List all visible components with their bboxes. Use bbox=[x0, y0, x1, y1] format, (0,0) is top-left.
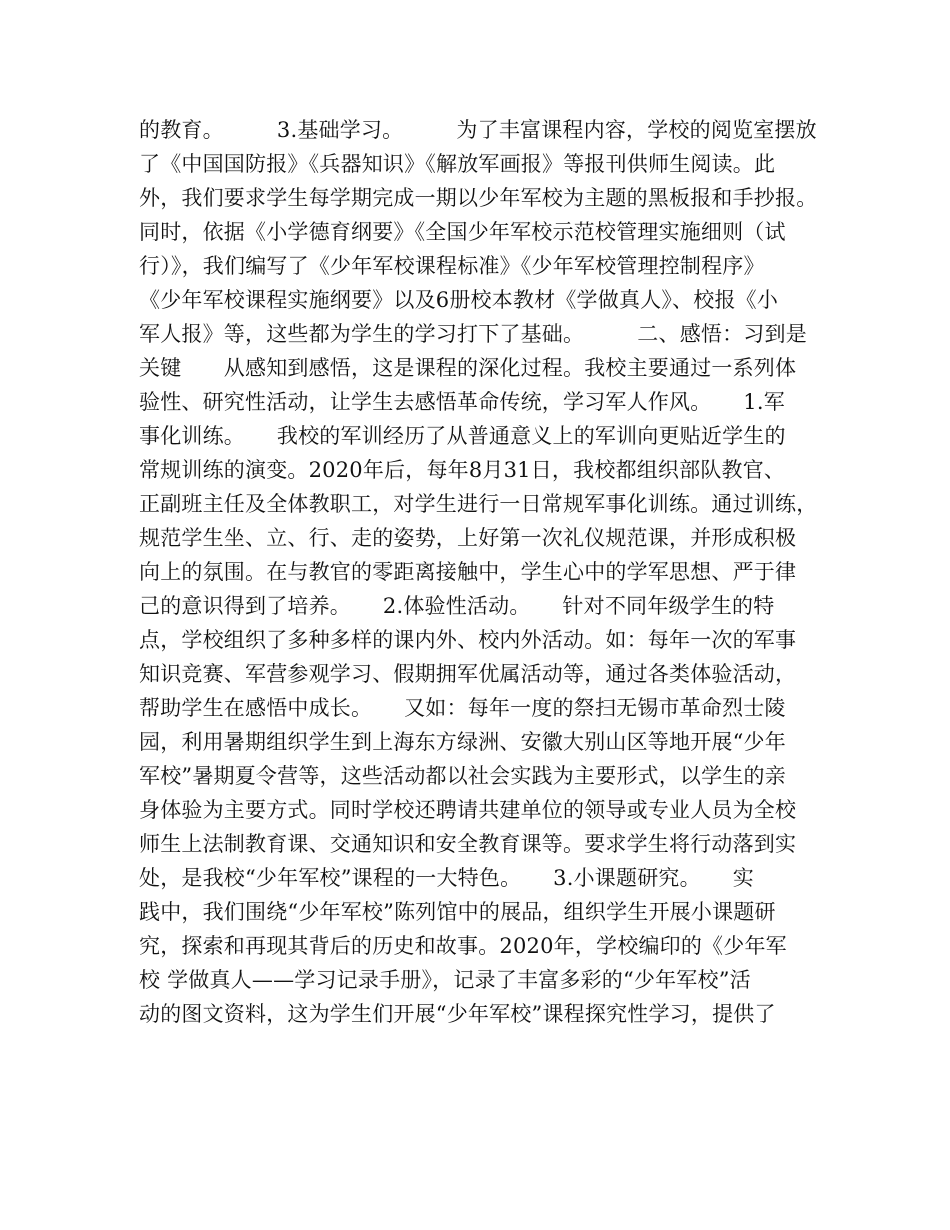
text-line: 规范学生坐、立、行、走的姿势，上好第一次礼仪规范课，并形成积极 bbox=[139, 526, 797, 550]
text-line: 《少年军校课程实施纲要》以及6册校本教材《学做真人》、校报《小 bbox=[139, 288, 779, 312]
text-line: 正副班主任及全体教职工，对学生进行一日常规军事化训练。通过训练， bbox=[139, 492, 818, 516]
text-line: 师生上法制教育课、交通知识和安全教育课等。要求学生将行动落到实 bbox=[139, 832, 797, 856]
text-line: 究，探索和再现其背后的历史和故事。2020年，学校编印的《少年军 bbox=[139, 934, 787, 958]
text-line: 点，学校组织了多种多样的课内外、校内外活动。如：每年一次的军事 bbox=[139, 628, 797, 652]
text-line: 动的图文资料，这为学生们开展“少年军校”课程探究性学习，提供了 bbox=[139, 1002, 776, 1026]
text-line: 验性、研究性活动，让学生去感悟革命传统，学习军人作风。 1.军 bbox=[139, 390, 785, 414]
text-line: 园，利用暑期组织学生到上海东方绿洲、安徽大别山区等地开展“少年 bbox=[139, 730, 786, 754]
text-line: 身体验为主要方式。同时学校还聘请共建单位的领导或专业人员为全校 bbox=[139, 798, 797, 822]
text-line: 校 学做真人——学习记录手册》，记录了丰富多彩的“少年军校”活 bbox=[139, 968, 751, 992]
text-line: 践中，我们围绕“少年军校”陈列馆中的展品，组织学生开展小课题研 bbox=[139, 900, 776, 924]
text-line: 帮助学生在感悟中成长。 又如：每年一度的祭扫无锡市革命烈士陵 bbox=[139, 696, 786, 720]
text-line: 的教育。 3.基础学习。 为了丰富课程内容，学校的阅览室摆放 bbox=[139, 118, 817, 142]
text-line: 军人报》等，这些都为学生的学习打下了基础。 二、感悟：习到是 bbox=[139, 322, 807, 346]
text-line: 外，我们要求学生每学期完成一期以少年军校为主题的黑板报和手抄报。 bbox=[139, 186, 818, 210]
text-line: 常规训练的演变。2020年后，每年8月31日，我校都组织部队教官、 bbox=[139, 458, 786, 482]
text-line: 己的意识得到了培养。 2.体验性活动。 针对不同年级学生的特 bbox=[139, 594, 775, 618]
text-line: 向上的氛围。在与教官的零距离接触中，学生心中的学军思想、严于律 bbox=[139, 560, 797, 584]
text-line: 行）》，我们编写了《少年军校课程标准》《少年军校管理控制程序》 bbox=[139, 254, 765, 278]
text-line: 了《中国国防报》《兵器知识》《解放军画报》等报刊供师生阅读。此 bbox=[139, 152, 776, 176]
text-line: 知识竞赛、军营参观学习、假期拥军优属活动等，通过各类体验活动， bbox=[139, 662, 797, 686]
text-line: 关键 从感知到感悟，这是课程的深化过程。我校主要通过一系列体 bbox=[139, 356, 797, 380]
text-line: 处，是我校“少年军校”课程的一大特色。 3.小课题研究。 实 bbox=[139, 866, 754, 890]
text-line: 军校”暑期夏令营等，这些活动都以社会实践为主要形式，以学生的亲 bbox=[139, 764, 786, 788]
text-line: 事化训练。 我校的军训经历了从普通意义上的军训向更贴近学生的 bbox=[139, 424, 786, 448]
text-line: 同时，依据《小学德育纲要》《全国少年军校示范校管理实施细则（试 bbox=[139, 220, 786, 244]
